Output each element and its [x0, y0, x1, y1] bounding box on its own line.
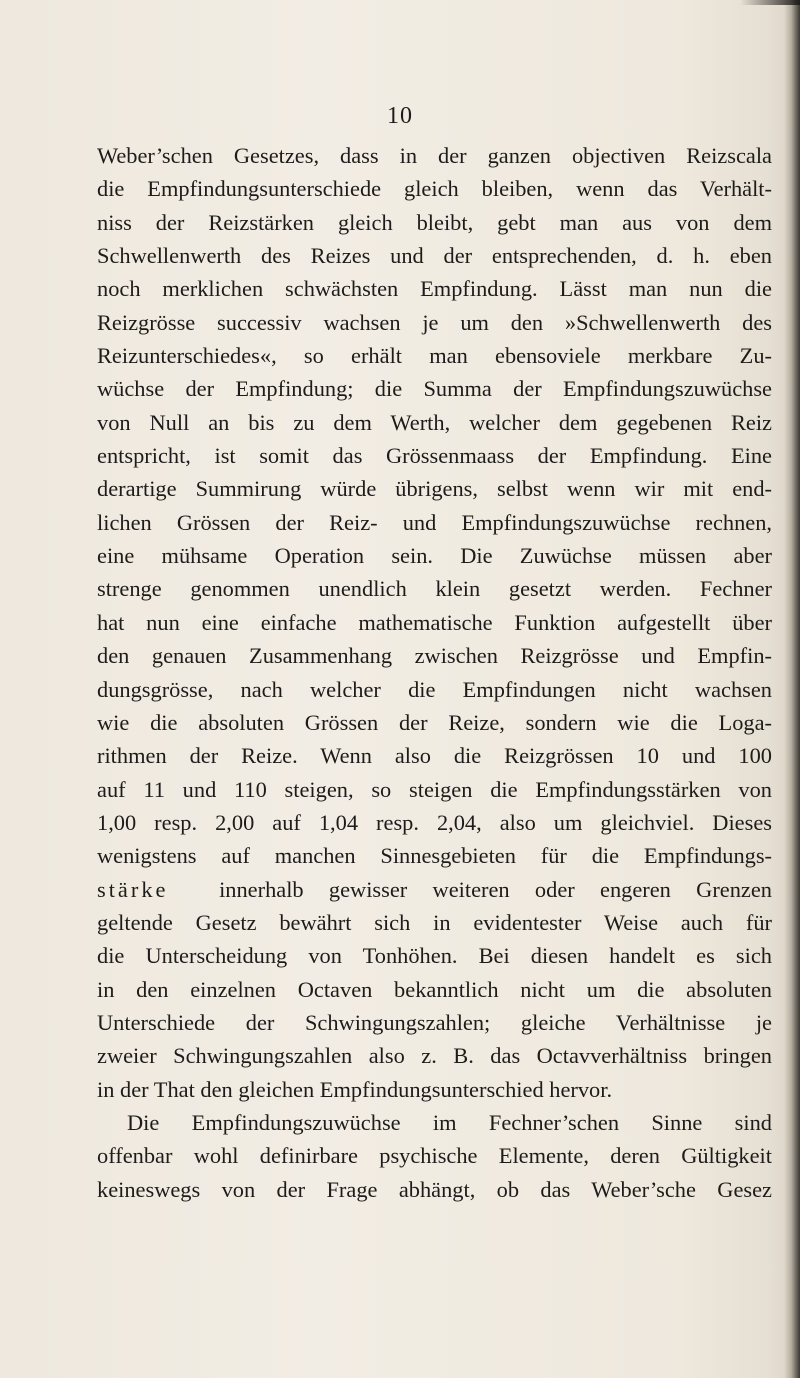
page-number: 10 — [387, 103, 413, 129]
text-line: die Empfindungsunterschiede gleich bleiben, wenn das Verhält- — [97, 176, 772, 202]
text-line: Schwellenwerth des Reizes und der entsprechenden, d. h. eben — [97, 243, 772, 269]
text-line: zweier Schwingungszahlen also z. B. das Octavverhältniss bringen — [97, 1043, 772, 1069]
text-line: wie die absoluten Grössen der Reize, sondern wie die Loga- — [97, 709, 772, 735]
text-line: offenbar wohl definirbare psychische Elemente, deren Gültigkeit — [97, 1143, 772, 1169]
text-line: dungsgrösse, nach welcher die Empfindungen nicht wachsen — [97, 676, 772, 702]
text-line: keineswegs von der Frage abhängt, ob das Weber’sche Gesez — [97, 1176, 772, 1202]
text-line: geltende Gesetz bewährt sich in evidentester Weise auch für — [97, 909, 772, 935]
text-line: auf 11 und 110 steigen, so steigen die Empfindungsstärken von — [97, 776, 772, 802]
text-line: rithmen der Reize. Wenn also die Reizgrössen 10 und 100 — [97, 743, 772, 769]
body-text — [97, 139, 772, 1206]
text-line-with-spaced-word — [97, 873, 772, 906]
text-line: strenge genommen unendlich klein gesetzt werden. Fechner — [97, 576, 772, 602]
text-line: Weber’schen Gesetzes, dass in der ganzen objectiven Reizscala — [97, 143, 772, 168]
text-line: in den einzelnen Octaven bekanntlich nicht um die absoluten — [97, 976, 772, 1002]
text-line: in der That den gleichen Empfindungsunterschied hervor. — [97, 1076, 613, 1102]
text-line: Reizgrösse successiv wachsen je um den »Schwellenwerth des — [97, 309, 772, 335]
text-line: 1,00 resp. 2,00 auf 1,04 resp. 2,04, also um gleichviel. Dieses — [97, 809, 772, 835]
text-line: die Unterscheidung von Tonhöhen. Bei diesen handelt es sich — [97, 943, 772, 969]
text-line: eine mühsame Operation sein. Die Zuwüchse müssen aber — [97, 543, 772, 569]
paragraph-start-line: Die Empfindungszuwüchse im Fechner’schen Sinne sind — [127, 1109, 772, 1135]
text-line: Reizunterschiedes«, so erhält man ebensoviele merkbare Zu- — [97, 343, 772, 369]
text-line: derartige Summirung würde übrigens, selbst wenn wir mit end- — [97, 476, 772, 502]
spaced-emphasis-word: stärke — [97, 876, 169, 902]
text-line: entspricht, ist somit das Grössenmaass der Empfindung. Eine — [97, 443, 772, 469]
text-line: niss der Reizstärken gleich bleibt, gebt man aus von dem — [97, 209, 772, 235]
text-line: Unterschiede der Schwingungszahlen; gleiche Verhältnisse je — [97, 1009, 772, 1035]
text-line: wüchse der Empfindung; die Summa der Empfindungszuwüchse — [97, 376, 772, 402]
binding-shadow — [784, 0, 800, 1378]
text-line: wenigstens auf manchen Sinnesgebieten für die Empfindungs- — [97, 843, 772, 869]
text-line: von Null an bis zu dem Werth, welcher dem gegebenen Reiz — [97, 409, 772, 435]
text-line: lichen Grössen der Reiz- und Empfindungszuwüchse rechnen, — [97, 509, 772, 535]
text-line: den genauen Zusammenhang zwischen Reizgrösse und Empfin- — [97, 643, 772, 669]
text-line: noch merklichen schwächsten Empfindung. Lässt man nun die — [97, 276, 772, 302]
text-line: hat nun eine einfache mathematische Funktion aufgestellt über — [97, 609, 772, 635]
text-line-rest: innerhalb gewisser weiteren oder engeren Grenzen — [219, 876, 772, 902]
